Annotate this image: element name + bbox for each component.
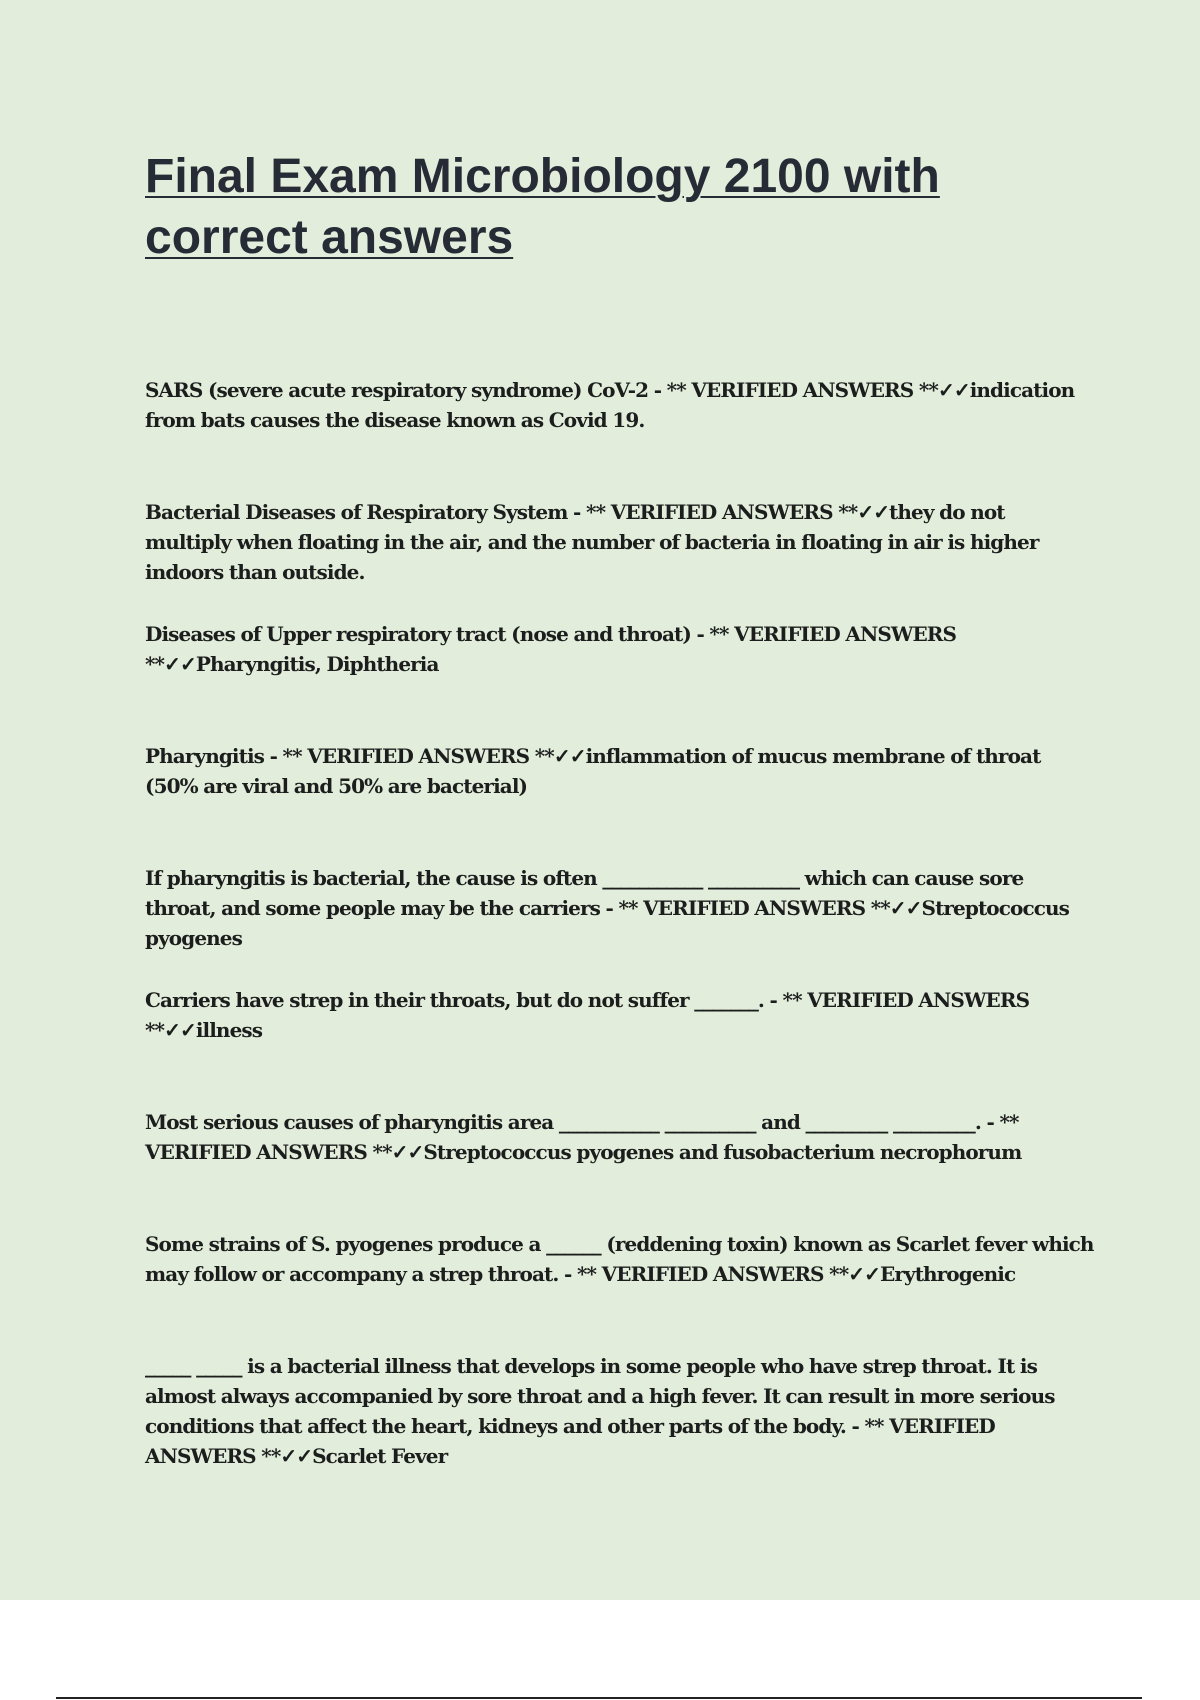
qa-item-carriers: Carriers have strep in their throats, but do not suffer _______. - ** VERIFIED ANSWERS **✓✓illness xyxy=(145,988,1030,1042)
footer-divider xyxy=(56,1697,1142,1699)
qa-item-bacterial-diseases: Bacterial Diseases of Respiratory System - ** VERIFIED ANSWERS **✓✓they do not multiply when floating in the air, and the number of bacteria in floating in air is higher indoors than outside. xyxy=(145,500,1039,584)
qa-item-erythrogenic-toxin: Some strains of S. pyogenes produce a ______ (reddening toxin) known as Scarlet fever which may follow or accompany a strep throat. - ** VERIFIED ANSWERS **✓✓Erythrogenic xyxy=(145,1232,1094,1286)
qa-item-upper-respiratory-tract: Diseases of Upper respiratory tract (nose and throat) - ** VERIFIED ANSWERS **✓✓Pharyngitis, Diphtheria xyxy=(145,622,957,676)
qa-item-pharyngitis: Pharyngitis - ** VERIFIED ANSWERS **✓✓inflammation of mucus membrane of throat (50% are viral and 50% are bacterial) xyxy=(145,744,1041,798)
qa-item-scarlet-fever: _____ _____ is a bacterial illness that develops in some people who have strep throat. It is almost always accompanied by sore throat and a high fever. It can result in more serious conditions that affect the heart, kidneys and other parts of the body. - ** VERIFIED ANSWERS **✓✓Scarlet Fever xyxy=(145,1354,1055,1468)
qa-list xyxy=(145,375,1095,1501)
document-title: Final Exam Microbiology 2100 with correct answers xyxy=(145,150,940,264)
qa-item-bacterial-cause: If pharyngitis is bacterial, the cause is often ___________ __________ which can cause sore throat, and some people may be the carriers - ** VERIFIED ANSWERS **✓✓Streptococcus pyogenes xyxy=(145,866,1070,950)
qa-item-serious-causes: Most serious causes of pharyngitis area ___________ __________ and _________ _________. - ** VERIFIED ANSWERS **✓✓Streptococcus pyogenes and fusobacterium necrophorum xyxy=(145,1110,1022,1164)
qa-item-sars-cov-2: SARS (severe acute respiratory syndrome) CoV-2 - ** VERIFIED ANSWERS **✓✓indication from bats causes the disease known as Covid 19. xyxy=(145,378,1075,432)
